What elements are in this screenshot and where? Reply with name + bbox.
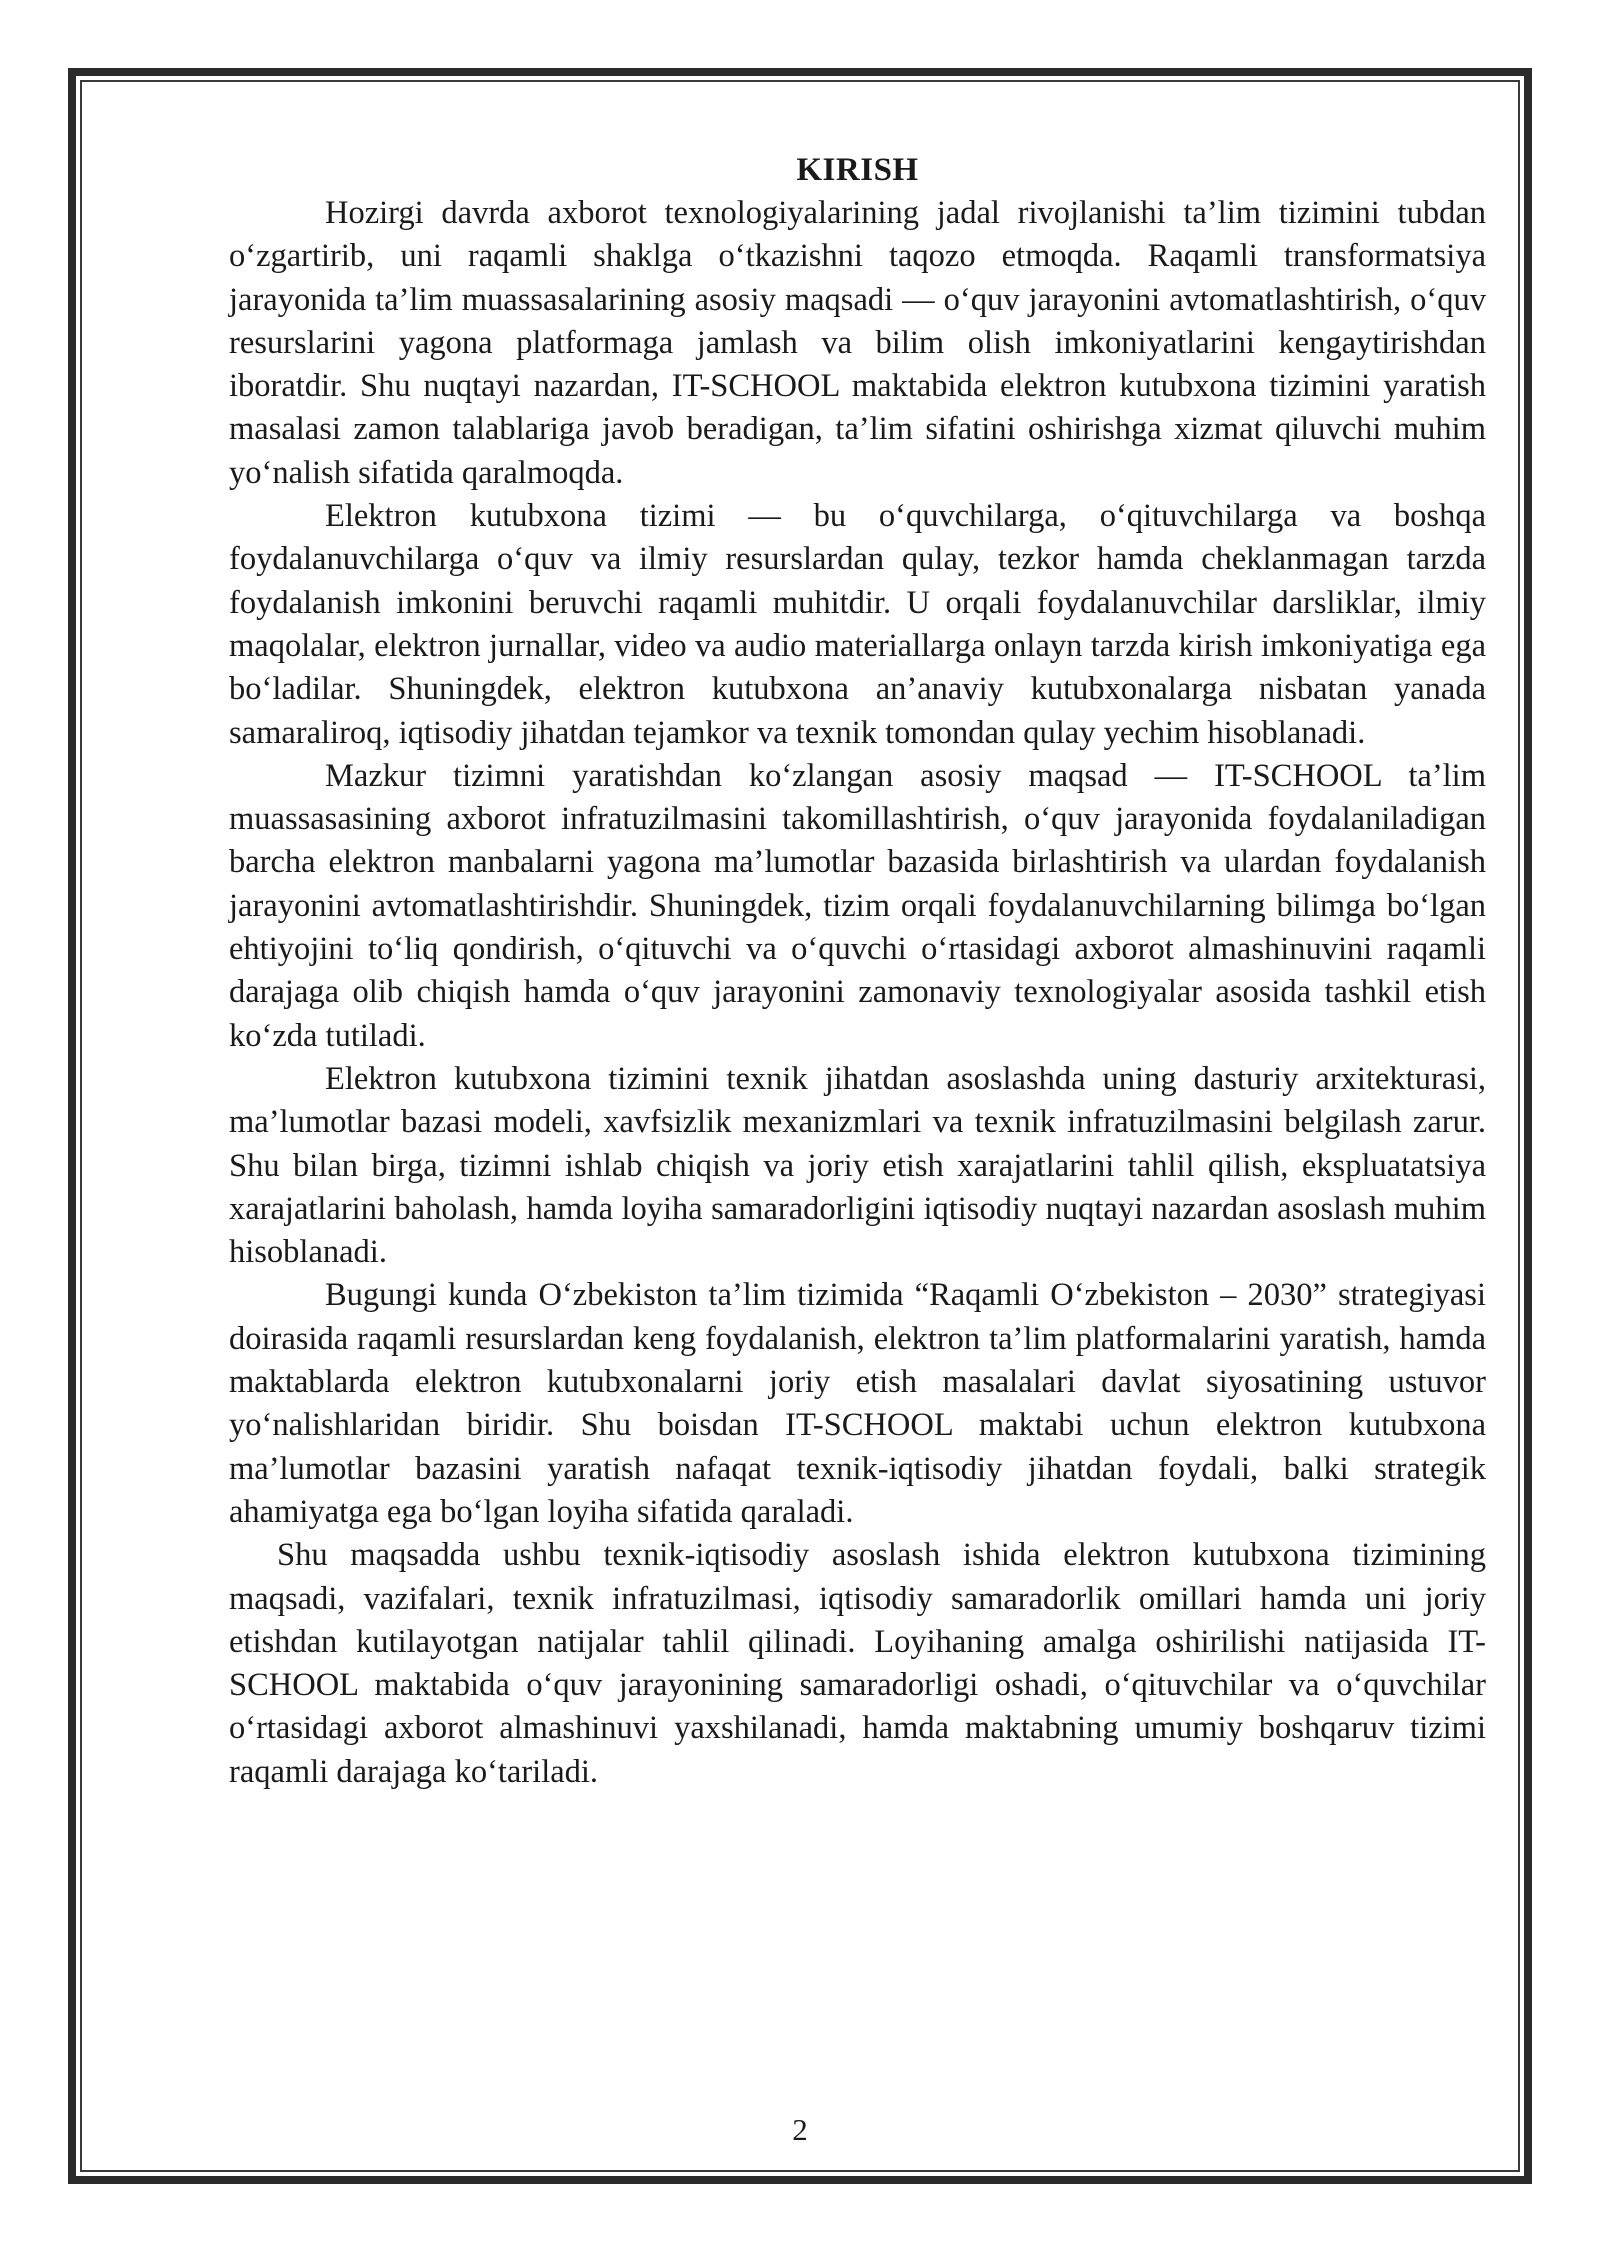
page-content <box>229 148 1486 1794</box>
page-number: 2 <box>792 2112 808 2147</box>
paragraph-3: Mazkur tizimni yaratishdan ko‘zlangan asosiy maqsad — IT-SCHOOL ta’lim muassasasining axborot infratuzilmasini takomillashtirish, o‘quv jarayonida foydalaniladigan barcha elektron manbalarni yagona ma’lumotlar bazasida birlashtirish va ulardan foydalanish jarayonini avtomatlashtirishdir. Shuningdek, tizim orqali foydalanuvchilarning bilimga bo‘lgan ehtiyojini to‘liq qondirish, o‘qituvchi va o‘quvchi o‘rtasidagi axborot almashinuvini raqamli darajaga olib chiqish hamda o‘quv jarayonini zamonaviy texnologiyalar asosida tashkil etish ko‘zda tutiladi. <box>229 757 1486 1054</box>
paragraph-6: Shu maqsadda ushbu texnik-iqtisodiy asoslash ishida elektron kutubxona tizimining maqsadi, vazifalari, texnik infratuzilmasi, iqtisodiy samaradorlik omillari hamda uni joriy etishdan kutilayotgan natijalar tahlil qilinadi. Loyihaning amalga oshirilishi natijasida IT-SCHOOL maktabida o‘quv jarayonining samaradorligi oshadi, o‘qituvchilar va o‘quvchilar o‘rtasidagi axborot almashinuvi yaxshilanadi, hamda maktabning umumiy boshqaruv tizimi raqamli darajaga ko‘tariladi. <box>229 1537 1486 1790</box>
paragraph-2: Elektron kutubxona tizimi — bu o‘quvchilarga, o‘qituvchilarga va boshqa foydalanuvchilarga o‘quv va ilmiy resurslardan qulay, tezkor hamda cheklanmagan tarzda foydalanish imkonini beruvchi raqamli muhitdir. U orqali foydalanuvchilar darsliklar, ilmiy maqolalar, elektron jurnallar, video va audio materiallarga onlayn tarzda kirish imkoniyatiga ega bo‘ladilar. Shuningdek, elektron kutubxona an’anaviy kutubxonalarga nisbatan yanada samaraliroq, iqtisodiy jihatdan tejamkor va texnik tomondan qulay yechim hisoblanadi. <box>229 498 1486 751</box>
paragraph-5: Bugungi kunda O‘zbekiston ta’lim tizimida “Raqamli O‘zbekiston – 2030” strategiyasi doirasida raqamli resurslardan keng foydalanish, elektron ta’lim platformalarini yaratish, hamda maktablarda elektron kutubxonalarni joriy etish masalalari davlat siyosatining ustuvor yo‘nalishlaridan biridir. Shu boisdan IT-SCHOOL maktabi uchun elektron kutubxona ma’lumotlar bazasini yaratish nafaqat texnik-iqtisodiy jihatdan foydali, balki strategik ahamiyatga ega bo‘lgan loyiha sifatida qaraladi. <box>229 1277 1486 1530</box>
paragraph-1: Hozirgi davrda axborot texnologiyalarining jadal rivojlanishi ta’lim tizimini tubdan o‘zgartirib, uni raqamli shaklga o‘tkazishni taqozo etmoqda. Raqamli transformatsiya jarayonida ta’lim muassasalarining asosiy maqsadi — o‘quv jarayonini avtomatlashtirish, o‘quv resurslarini yagona platformaga jamlash va bilim olish imkoniyatlarini kengaytirishdan iboratdir. Shu nuqtayi nazardan, IT-SCHOOL maktabida elektron kutubxona tizimini yaratish masalasi zamon talablariga javob beradigan, ta’lim sifatini oshirishga xizmat qiluvchi muhim yo‘nalish sifatida qaralmoqda. <box>229 195 1486 491</box>
paragraph-4: Elektron kutubxona tizimini texnik jihatdan asoslashda uning dasturiy arxitekturasi, ma’lumotlar bazasi modeli, xavfsizlik mexanizmlari va texnik infratuzilmasini belgilash zarur. Shu bilan birga, tizimni ishlab chiqish va joriy etish xarajatlarini tahlil qilish, ekspluatatsiya xarajatlarini baholash, hamda loyiha samaradorligini iqtisodiy nuqtayi nazardan asoslash muhim hisoblanadi. <box>229 1060 1486 1271</box>
section-title: KIRISH <box>796 152 919 188</box>
